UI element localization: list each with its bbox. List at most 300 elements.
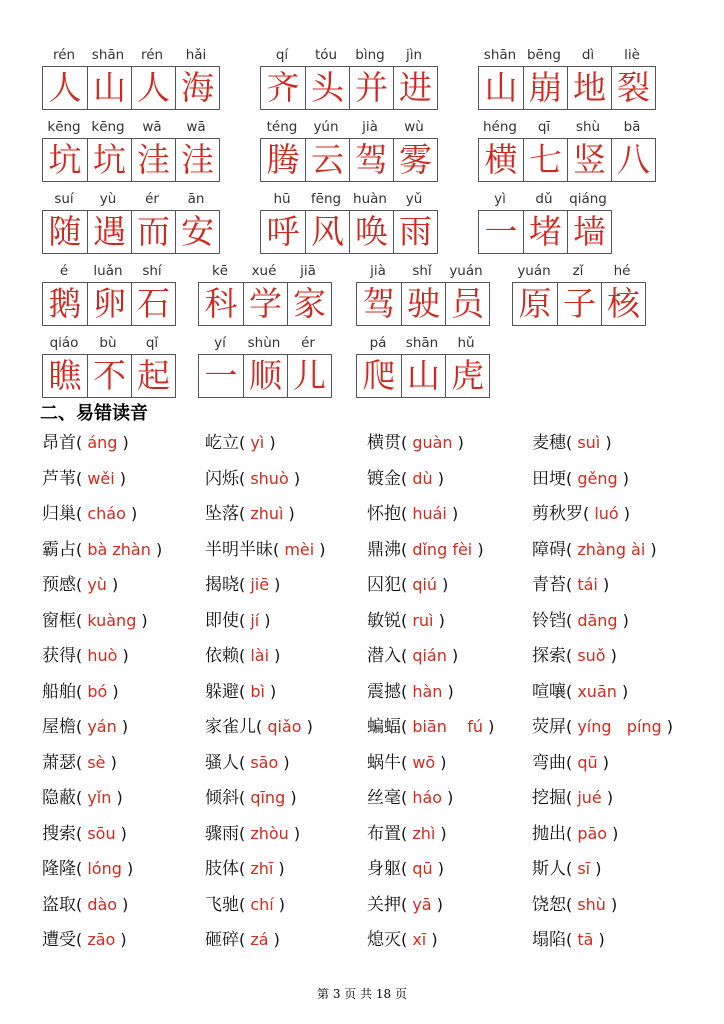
grid-cell [349,211,393,253]
open-paren: ( [239,646,251,665]
pinyin-answer: wō [412,752,436,772]
pinyin-syllable: hū [273,191,291,207]
pinyin-syllable: liè [624,47,640,63]
word-text: 盗取 [42,894,76,915]
section-title: 二、易错读音 [40,403,148,424]
idiom-row [0,260,724,330]
word-entry [42,496,137,532]
grid-cell [523,139,567,181]
open-paren: ( [239,752,251,772]
word-entry [367,496,458,532]
word-entry [367,780,453,816]
hanzi-character: 驾 [362,284,396,323]
hanzi-character: 山 [484,68,518,107]
open-paren: ( [566,610,578,630]
pinyin-answer: jué [577,788,602,807]
word-entry [532,425,612,461]
pinyin-answer: qián [412,646,447,665]
word-entry [42,709,128,745]
grid-cell [567,211,611,253]
pinyin-syllable: zǐ [572,263,584,279]
close-paren: ) [136,610,148,630]
pinyin-answer: tā [577,930,594,949]
hanzi-character: 雨 [399,212,432,251]
character-grid [198,282,332,326]
word-entry [532,745,609,781]
pinyin-answer: xuān [577,681,617,701]
close-paren: ) [616,681,629,701]
grid-cell [393,139,437,181]
pinyin-syllable: rén [52,47,76,63]
pinyin-line [42,260,176,282]
pinyin-answer: bà zhàn [87,539,151,559]
word-text: 萧瑟 [42,752,76,773]
character-grid [260,210,438,254]
word-text: 潜入 [367,646,401,666]
close-paren: ) [435,823,447,843]
hanzi-character: 儿 [293,356,326,395]
grid-cell [43,283,87,325]
open-paren: ( [566,539,578,559]
word-text: 身躯 [367,859,401,879]
close-paren: ) [446,646,459,665]
grid-cell [243,355,287,397]
word-entry [532,816,618,852]
pinyin-answer: yì [250,433,265,452]
word-text: 隆隆 [42,859,76,879]
hanzi-character: 人 [137,68,170,107]
close-paren: ) [116,717,129,736]
grid-cell [87,211,131,253]
word-text: 震撼 [367,681,401,702]
pinyin-syllable: shān [91,47,125,63]
word-entry [205,638,280,674]
close-paren: ) [259,610,271,630]
open-paren: ( [401,894,413,914]
pinyin-line [260,44,438,66]
pinyin-line [478,116,656,138]
close-paren: ) [617,610,629,630]
word-entry [532,887,617,923]
word-text: 骚人 [205,752,239,773]
pinyin-syllable: dǔ [535,191,553,207]
hanzi-character: 呼 [266,212,300,251]
open-paren: ( [76,539,88,559]
word-row [42,745,702,781]
word-entry [367,851,444,887]
pinyin-answer: dāng [577,610,618,630]
word-entry [205,851,285,887]
open-paren: ( [273,539,285,559]
hanzi-character: 子 [563,284,596,323]
grid-cell [401,283,445,325]
open-paren: ( [76,504,88,523]
pinyin-line [198,332,332,354]
hanzi-character: 不 [93,356,126,395]
open-paren: ( [239,823,251,843]
hanzi-character: 核 [607,284,640,323]
close-paren: ) [607,823,619,843]
pinyin-answer: suǒ [577,646,606,665]
close-paren: ) [617,468,629,488]
word-text: 骤雨 [205,823,239,844]
close-paren: ) [121,859,134,878]
word-entry [205,674,276,710]
pinyin-answer: guàn [412,433,453,452]
hanzi-character: 而 [137,212,170,251]
hanzi-character: 鹅 [48,284,82,323]
close-paren: ) [111,788,123,807]
hanzi-character: 驾 [355,140,388,179]
grid-cell [305,139,349,181]
pinyin-syllable: hǎi [185,47,207,63]
pinyin-line [260,116,438,138]
hanzi-character: 学 [249,284,282,323]
word-text: 镀金 [367,468,401,489]
pinyin-syllable: suí [54,191,74,207]
word-entry [532,922,605,958]
hanzi-character: 墙 [573,212,606,251]
hanzi-character: 顺 [249,356,282,395]
idiom-group [478,44,656,110]
word-text: 喧嚷 [532,681,566,702]
pinyin-answer: qiú [412,575,438,594]
pinyin-line [42,116,220,138]
word-text: 霸占 [42,539,76,560]
open-paren: ( [583,504,595,523]
open-paren: ( [239,610,251,630]
grid-cell [87,283,131,325]
pinyin-syllable: shù [575,119,601,135]
pinyin-answer: ruì [412,610,434,630]
hanzi-character: 爬 [362,356,396,395]
grid-cell [199,283,243,325]
pinyin-answer: cháo [87,504,126,523]
grid-cell [611,67,655,109]
word-entry [205,532,326,568]
idiom-group [42,116,220,182]
close-paren: ) [114,468,127,488]
hanzi-character: 进 [399,68,432,107]
word-text: 蜗牛 [367,752,401,773]
pinyin-answer: sāo [250,752,279,772]
word-text: 获得 [42,646,76,666]
word-text: 挖掘 [532,788,566,808]
open-paren: ( [76,930,88,949]
word-entry [42,532,162,568]
word-row [42,567,702,603]
open-paren: ( [76,468,88,488]
word-entry [367,709,494,745]
word-row [42,496,702,532]
pinyin-answer: bó [87,681,108,701]
word-entry [42,638,129,674]
hanzi-character: 瞧 [48,356,82,395]
hanzi-character: 七 [529,140,562,179]
pinyin-answer: sōu [87,823,116,843]
word-text: 熄灭 [367,930,401,950]
word-entry [367,816,447,852]
pinyin-answer: tái [577,575,598,594]
pinyin-answer: zhòu [250,823,289,843]
word-entry [205,425,276,461]
close-paren: ) [426,930,438,949]
word-text: 剪秋罗 [532,504,583,524]
hanzi-character: 腾 [266,140,300,179]
hanzi-character: 石 [137,284,170,323]
grid-cell [567,139,611,181]
pinyin-syllable: bù [99,335,117,351]
hanzi-character: 雾 [399,140,432,179]
pinyin-syllable: jìn [405,47,423,63]
pinyin-answer: shuò [250,468,289,488]
close-paren: ) [645,539,657,559]
hanzi-character: 一 [204,356,238,395]
grid-cell [479,211,523,253]
word-text: 即使 [205,610,239,631]
pinyin-answer: zá [250,930,269,949]
open-paren: ( [566,823,578,843]
page-footer: 第 3 页 共 18 页 [317,987,407,1001]
hanzi-character: 八 [617,140,650,179]
word-entry [532,603,629,639]
pinyin-syllable: pá [369,335,387,351]
word-text: 探索 [532,646,566,666]
close-paren: ) [285,788,297,807]
hanzi-character: 虎 [451,356,484,395]
word-entry [532,461,629,497]
open-paren: ( [76,894,88,914]
close-paren: ) [432,468,444,488]
word-entry [205,780,297,816]
open-paren: ( [401,930,413,949]
idiom-group [42,332,176,398]
word-text: 屹立 [205,433,239,453]
grid-cell [261,67,305,109]
word-text: 饶恕 [532,894,566,915]
pinyin-answer: zhì [412,823,436,843]
grid-cell [445,283,489,325]
word-row [42,638,702,674]
close-paren: ) [268,930,280,949]
idiom-group [260,44,438,110]
word-entry [42,887,128,923]
open-paren: ( [566,646,578,665]
close-paren: ) [442,788,454,807]
word-text: 田埂 [532,468,566,489]
close-paren: ) [264,433,276,452]
pinyin-syllable: yì [494,191,506,207]
hanzi-character: 洼 [137,140,170,179]
word-text: 归巢 [42,504,76,524]
character-grid [42,210,220,254]
pinyin-syllable: fēng [310,191,342,207]
grid-cell [131,283,175,325]
word-text: 弯曲 [532,752,566,773]
close-paren: ) [437,575,449,594]
word-entry [205,922,280,958]
pinyin-answer: xī [412,930,427,949]
pinyin-line [42,44,220,66]
close-paren: ) [150,539,163,559]
pinyin-line [356,332,490,354]
grid-cell [523,67,567,109]
open-paren: ( [566,788,578,807]
close-paren: ) [433,610,445,630]
word-entry [532,780,613,816]
hanzi-character: 风 [311,212,344,251]
close-paren: ) [301,717,313,736]
word-text: 窗框 [42,610,76,631]
word-text: 屋檐 [42,717,76,737]
word-entry [205,603,271,639]
word-entry [42,674,119,710]
word-text: 船舶 [42,681,76,702]
close-paren: ) [269,575,281,594]
word-text: 隐蔽 [42,788,76,808]
word-entry [532,709,673,745]
pinyin-answer: zhuì [250,504,284,523]
pinyin-answer: yíng píng [577,717,662,736]
word-entry [205,816,300,852]
pinyin-answer: mèi [284,539,315,559]
open-paren: ( [239,681,251,701]
open-paren: ( [566,575,578,594]
grid-cell [513,283,557,325]
pinyin-syllable: héng [483,119,517,135]
open-paren: ( [401,575,413,594]
pinyin-line [356,260,490,282]
open-paren: ( [566,752,578,772]
pinyin-syllable: shān [405,335,439,351]
idiom-row [0,188,724,258]
pinyin-syllable: wā [142,119,162,135]
word-entry [205,496,295,532]
close-paren: ) [601,788,614,807]
character-grid [42,282,176,326]
open-paren: ( [401,717,413,736]
word-text: 躲避 [205,681,239,702]
grid-cell [287,283,331,325]
word-text: 丝毫 [367,788,401,808]
open-paren: ( [76,717,88,736]
pinyin-answer: sī [577,859,591,878]
pinyin-syllable: dì [581,47,595,63]
pinyin-answer: suì [577,433,601,452]
hanzi-character: 安 [181,212,214,251]
close-paren: ) [117,894,129,914]
word-text: 闪烁 [205,468,239,489]
hanzi-character: 地 [573,68,606,107]
open-paren: ( [239,468,251,488]
close-paren: ) [432,859,444,878]
pinyin-line [198,260,332,282]
idiom-group [356,260,490,326]
pinyin-syllable: tóu [314,47,338,63]
word-entry [367,532,484,568]
hanzi-character: 云 [311,140,344,179]
pinyin-syllable: kēng [91,119,125,135]
word-entry [42,816,127,852]
word-entry [205,709,313,745]
word-text: 抛出 [532,823,566,844]
pinyin-answer: pāo [577,823,608,843]
pinyin-line [260,188,438,210]
word-text: 障碍 [532,539,566,560]
word-text: 麦穗 [532,433,566,453]
word-row [42,780,702,816]
word-text: 囚犯 [367,575,401,595]
close-paren: ) [288,823,301,843]
pinyin-answer: biān fú [412,717,483,736]
word-entry [42,461,126,497]
word-text: 砸碎 [205,930,239,950]
grid-cell [601,283,645,325]
open-paren: ( [566,894,578,914]
word-row [42,816,702,852]
close-paren: ) [618,504,631,523]
hanzi-character: 人 [48,68,82,107]
word-text: 预感 [42,575,76,595]
pinyin-answer: dǐng fèi [412,539,473,559]
hanzi-character: 横 [484,140,518,179]
word-text: 飞驰 [205,894,239,915]
close-paren: ) [605,894,618,914]
pinyin-answer: huái [412,504,447,523]
open-paren: ( [401,823,413,843]
close-paren: ) [597,575,610,594]
grid-cell [175,139,219,181]
word-row [42,851,702,887]
character-grid [478,66,656,110]
open-paren: ( [76,823,88,843]
grid-cell [131,355,175,397]
hanzi-character: 齐 [266,68,300,107]
hanzi-character: 遇 [93,212,126,251]
pinyin-answer: dù [412,468,433,488]
word-entry [42,567,118,603]
open-paren: ( [566,930,578,949]
word-text: 依赖 [205,646,239,666]
grid-cell [305,67,349,109]
pinyin-line [42,332,176,354]
character-grid [478,138,656,182]
idiom-group [260,116,438,182]
idiom-group [512,260,646,326]
close-paren: ) [125,504,138,523]
open-paren: ( [566,681,578,701]
hanzi-character: 原 [518,284,552,323]
pinyin-answer: kuàng [87,610,137,630]
idiom-row [0,44,724,114]
pinyin-answer: huò [87,646,118,665]
pinyin-line [478,188,612,210]
pinyin-syllable: kē [211,263,229,279]
hanzi-character: 裂 [617,68,650,107]
word-text: 塌陷 [532,930,566,950]
close-paren: ) [452,433,464,452]
hanzi-character: 并 [355,68,388,107]
close-paren: ) [273,859,285,878]
word-entry [42,425,129,461]
open-paren: ( [239,504,251,523]
word-text: 怀抱 [367,504,401,524]
pinyin-syllable: shùn [247,335,281,351]
close-paren: ) [600,433,612,452]
word-text: 搜索 [42,823,76,844]
pinyin-answer: yán [87,717,117,736]
open-paren: ( [76,859,88,878]
